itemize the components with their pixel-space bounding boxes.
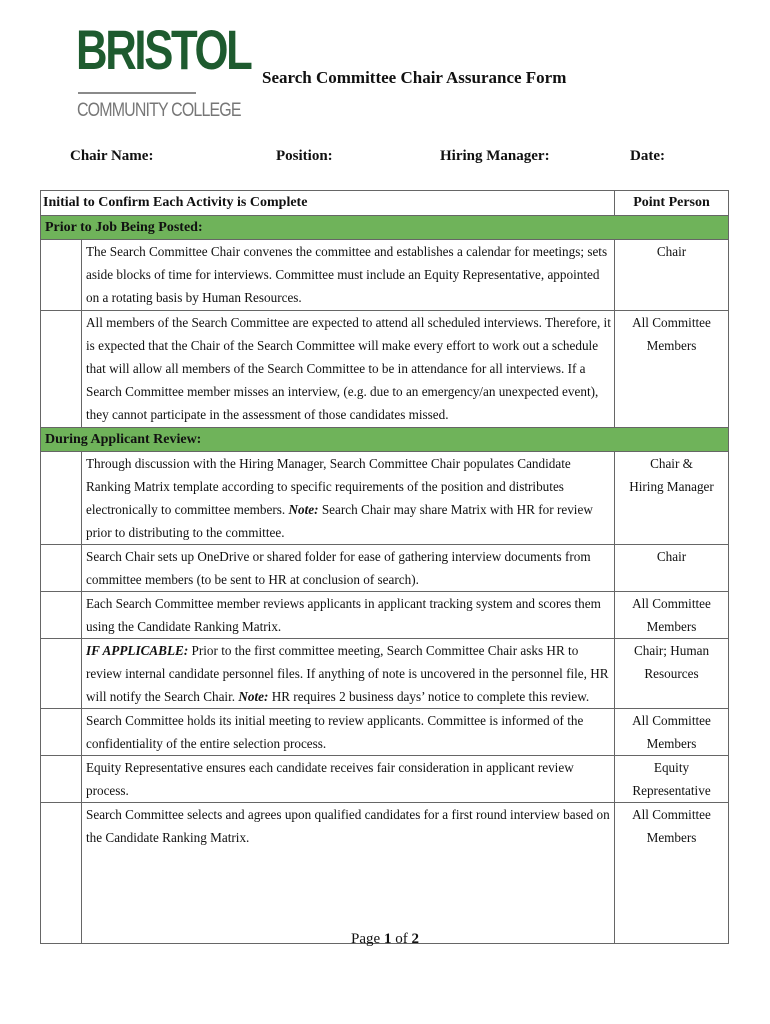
- point-person-line: Hiring Manager: [629, 479, 714, 494]
- activity-table: [40, 190, 729, 944]
- activity-text: Search Chair sets up OneDrive or shared folder for ease of gathering interview documents from committee members (to be sent to HR at conclusion of search).: [82, 545, 615, 592]
- date-label: Date:: [630, 148, 665, 164]
- table-row: [41, 452, 729, 545]
- form-title: Search Committee Chair Assurance Form: [262, 68, 567, 87]
- college-logo: [76, 18, 251, 121]
- activity-text-part: Search Chair may share Matrix with HR for review prior to distributing to the committee.: [86, 502, 593, 540]
- chair-name-label: Chair Name:: [70, 148, 154, 164]
- initial-box[interactable]: [41, 311, 82, 428]
- activity-text: Search Committee holds its initial meeting to review applicants. Committee is informed of the confidentiality of the entire selection process.: [82, 709, 615, 756]
- point-person: Chair: [615, 545, 729, 592]
- page-label: Page: [351, 931, 384, 947]
- total-pages-number: 2: [411, 931, 419, 947]
- initial-box[interactable]: [41, 756, 82, 803]
- activity-text-part: Prior to the first committee meeting, Search Committee Chair asks HR to review internal candidate personnel files. If anything of note is uncovered in the personnel file, HR will notify the Search Chair.: [86, 643, 609, 704]
- initial-box[interactable]: [41, 452, 82, 545]
- initial-box[interactable]: [41, 545, 82, 592]
- note-label: Note:: [238, 689, 269, 704]
- initial-box[interactable]: [41, 592, 82, 639]
- section-title: During Applicant Review:: [41, 428, 729, 452]
- logo-name: BRISTOL: [76, 18, 251, 81]
- position-label: Position:: [276, 148, 333, 164]
- point-person: Equity Representative: [615, 756, 729, 803]
- point-person-column-header: Point Person: [615, 191, 729, 216]
- hiring-manager-label: Hiring Manager:: [440, 148, 550, 164]
- note-label: Note:: [288, 502, 319, 517]
- activity-text: All members of the Search Committee are expected to attend all scheduled interviews. Therefore, it is expected that the Chair of the Search Committee will make every effort to work out a schedule that will allow all members of the Search Committee to be in attendance for all interviews. If a Search Committee member misses an interview, (e.g. due to an emergency/an unexpected event), they cannot participate in the assessment of those candidates missed.: [82, 311, 615, 428]
- table-row: [41, 709, 729, 756]
- activity-text: Search Committee selects and agrees upon qualified candidates for a first round interview based on the Candidate Ranking Matrix.: [82, 803, 615, 944]
- section-header: [41, 428, 729, 452]
- page-of-label: of: [391, 931, 412, 947]
- section-header: [41, 216, 729, 240]
- point-person: All Committee Members: [615, 592, 729, 639]
- table-row: [41, 545, 729, 592]
- logo-subtitle: COMMUNITY COLLEGE: [77, 100, 241, 121]
- activity-text: [82, 452, 615, 545]
- table-row: [41, 592, 729, 639]
- activity-column-header: Initial to Confirm Each Activity is Complete: [41, 191, 615, 216]
- page-footer: [0, 931, 770, 948]
- point-person: All Committee Members: [615, 803, 729, 944]
- table-row: [41, 311, 729, 428]
- initial-box[interactable]: [41, 639, 82, 709]
- initial-box[interactable]: [41, 240, 82, 311]
- activity-text-part: HR requires 2 business days’ notice to complete this review.: [268, 689, 590, 704]
- logo-divider: [78, 92, 196, 94]
- table-row: [41, 756, 729, 803]
- table-row: [41, 240, 729, 311]
- point-person: All Committee Members: [615, 709, 729, 756]
- point-person: Chair; Human Resources: [615, 639, 729, 709]
- if-applicable-label: IF APPLICABLE:: [86, 643, 189, 658]
- initial-box[interactable]: [41, 803, 82, 944]
- section-title: Prior to Job Being Posted:: [41, 216, 729, 240]
- table-row: [41, 803, 729, 944]
- activity-text-part: Through discussion with the Hiring Manager, Search Committee Chair populates Candidate Ranking Matrix template according to specific requirements of the position and distributes electronically to committee members.: [86, 456, 571, 517]
- activity-text: [82, 639, 615, 709]
- activity-text: The Search Committee Chair convenes the committee and establishes a calendar for meetings; sets aside blocks of time for interviews. Committee must include an Equity Representative, appointed on a rotating basis by Human Resources.: [82, 240, 615, 311]
- point-person: [615, 452, 729, 545]
- activity-text: Equity Representative ensures each candidate receives fair consideration in applicant review process.: [82, 756, 615, 803]
- point-person: Chair: [615, 240, 729, 311]
- initial-box[interactable]: [41, 709, 82, 756]
- point-person: All Committee Members: [615, 311, 729, 428]
- activity-text: Each Search Committee member reviews applicants in applicant tracking system and scores them using the Candidate Ranking Matrix.: [82, 592, 615, 639]
- table-row: [41, 639, 729, 709]
- point-person-line: Chair &: [650, 456, 693, 471]
- table-header: [41, 191, 729, 216]
- current-page-number: 1: [383, 931, 392, 947]
